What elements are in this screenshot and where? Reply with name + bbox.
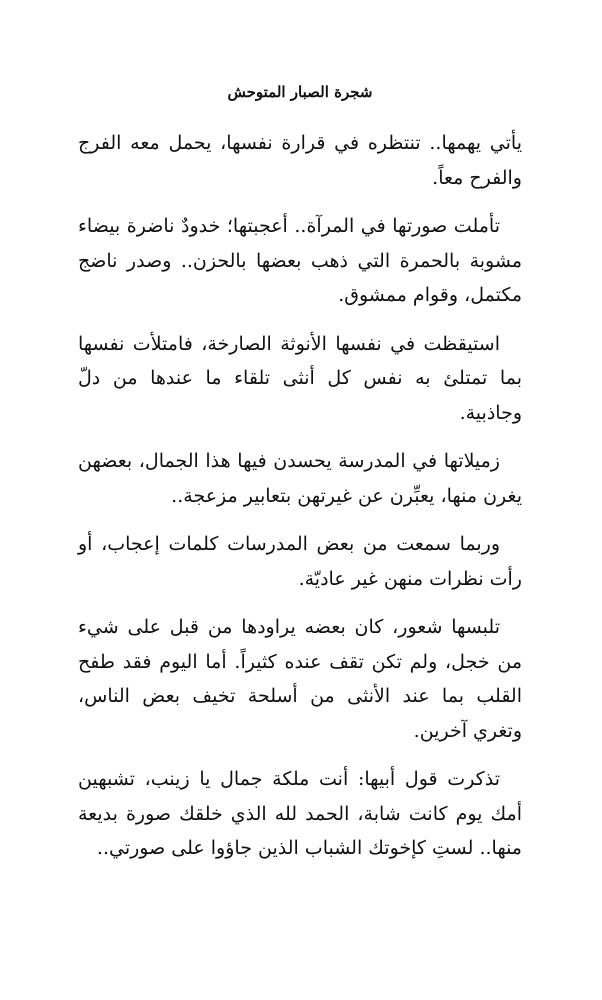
page-title: شجرة الصبار المتوحش bbox=[227, 83, 373, 101]
paragraph-1: يأتي يهمها.. تنتظره في قرارة نفسها، يحمل معه الفرج والفرح معاً. bbox=[78, 132, 522, 189]
paragraph-6: تلبسها شعور، كان بعضه يراودها من قبل على شيء من خجل، ولم تكن تقف عنده كثيراً. أما اليوم فقد طفح القلب بما عند الأنثى من أسلحة تخيف بعض الناس، وتغري آخرين. bbox=[78, 616, 522, 742]
paragraph-4: زميلاتها في المدرسة يحسدن فيها هذا الجمال، بعضهن يغرن منها، يعبِّرن عن غيرتهن بتعابير مزعجة.. bbox=[78, 450, 522, 507]
paragraph-2: تأملت صورتها في المرآة.. أعجبتها؛ خدودٌ ناضرة بيضاء مشوبة بالحمرة التي ذهب بعضها بالحزن.. وصدر ناضج مكتمل، وقوام ممشوق. bbox=[78, 215, 523, 306]
paragraph-3: استيقظت في نفسها الأنوثة الصارخة، فامتلأت نفسها بما تمتلئ به نفس كل أنثى تلقاء ما عندها من دلّ وجاذبية. bbox=[78, 332, 522, 424]
paragraph-5: وربما سمعت من بعض المدرسات كلمات إعجاب، أو رأت نظرات منهن غير عاديّة. bbox=[78, 533, 522, 590]
paragraph-7: تذكرت قول أبيها: أنت ملكة جمال يا زينب، تشبهين أمك يوم كانت شابة، الحمد لله الذي خلقك صورة بديعة منها.. لستِ كإخوتك الشباب الذين جاؤوا على صورتي.. bbox=[78, 768, 522, 859]
